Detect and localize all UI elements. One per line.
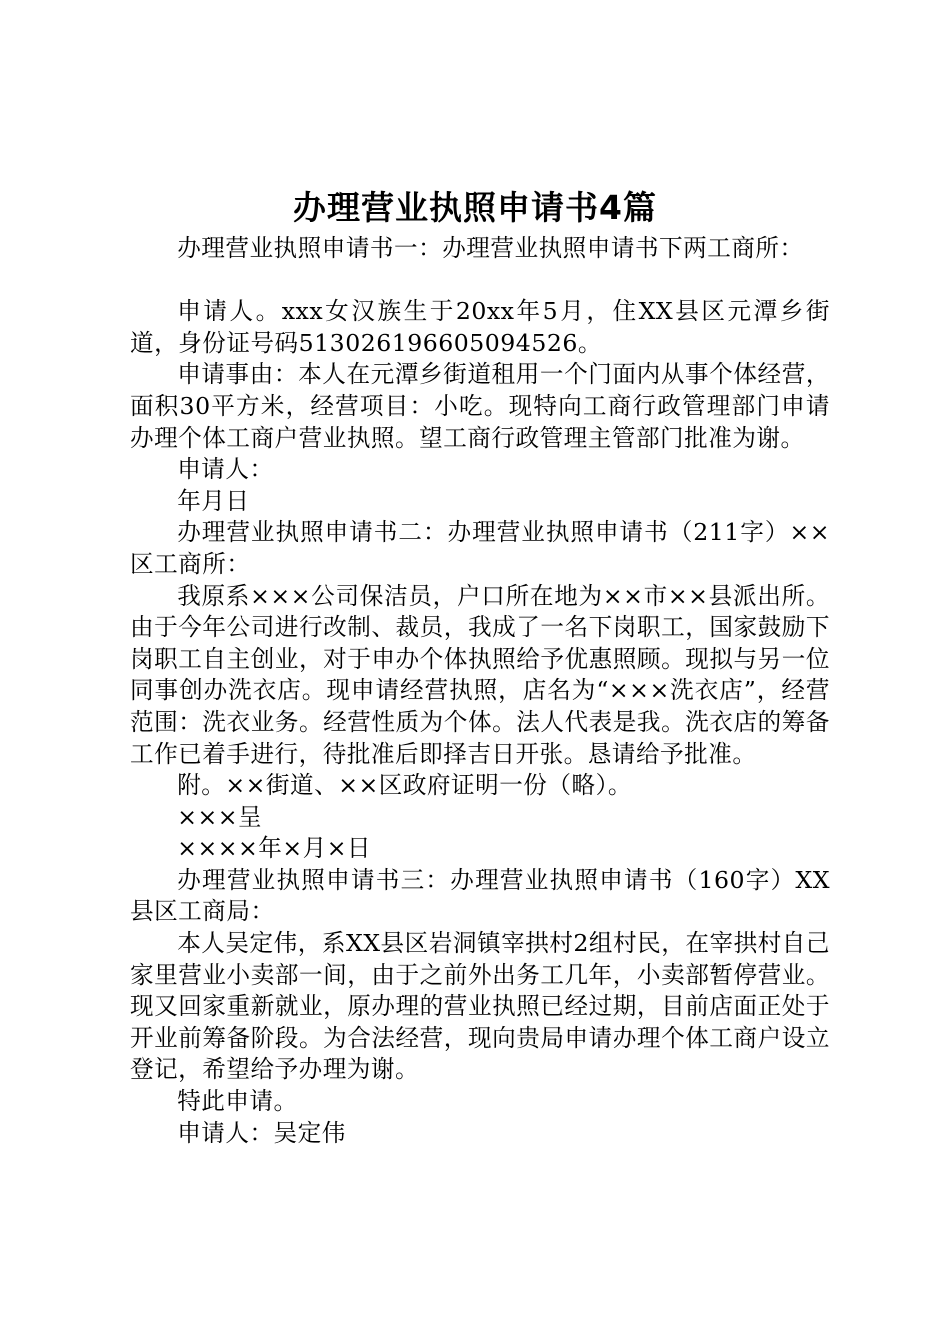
blank-line xyxy=(130,265,830,297)
paragraph-heading-three: 办理营业执照申请书三：办理营业执照申请书（160字）XX县区工商局： xyxy=(130,865,830,926)
paragraph-submitter: ×××呈 xyxy=(177,802,263,831)
paragraph-heading-two: 办理营业执照申请书二：办理营业执照申请书（211字）××区工商所： xyxy=(130,518,830,578)
paragraph-closing: 特此申请。 xyxy=(177,1087,298,1116)
document-body xyxy=(130,233,830,1149)
paragraph-body-two: 我原系×××公司保洁员，户口所在地为××市××县派出所。由于今年公司进行改制、裁员，我成了一名下岗职工，国家鼓励下岗职工自主创业，对于申办个体执照给予优惠照顾。现拟与另一位同事创办洗衣店。现申请经营执照，店名为“×××洗衣店”，经营范围：洗衣业务。经营性质为个体。法人代表是我。洗衣店的筹备工作已着手进行，待批准后即择吉日开张。恳请给予批准。 xyxy=(130,581,830,768)
paragraph-applicant-sign: 申请人： xyxy=(177,455,274,484)
paragraph-heading-one: 办理营业执照申请书一：办理营业执照申请书下两工商所： xyxy=(177,234,804,262)
paragraph-date: 年月日 xyxy=(177,486,250,515)
paragraph-date-two: ××××年×月×日 xyxy=(177,834,372,863)
paragraph-reason: 申请事由：本人在元潭乡街道租用一个门面内从事个体经营，面积30平方米，经营项目：小吃。现特向工商行政管理部门申请办理个体工商户营业执照。望工商行政管理主管部门批准为谢。 xyxy=(130,360,830,452)
paragraph-applicant-info: 申请人。xxx女汉族生于20xx年5月，住XX县区元潭乡街道，身份证号码513026196605094526。 xyxy=(130,297,830,357)
paragraph-attachment: 附。××街道、××区政府证明一份（略）。 xyxy=(177,771,632,800)
paragraph-body-three: 本人吴定伟，系XX县区岩洞镇宰拱村2组村民，在宰拱村自己家里营业小卖部一间，由于之前外出务工几年，小卖部暂停营业。现又回家重新就业，原办理的营业执照已经过期，目前店面正处于开业前筹备阶段。为合法经营，现向贵局申请办理个体工商户设立登记，希望给予办理为谢。 xyxy=(130,929,830,1084)
paragraph-signature: 申请人：吴定伟 xyxy=(177,1118,346,1147)
document-title: 办理营业执照申请书4篇 xyxy=(293,188,657,227)
